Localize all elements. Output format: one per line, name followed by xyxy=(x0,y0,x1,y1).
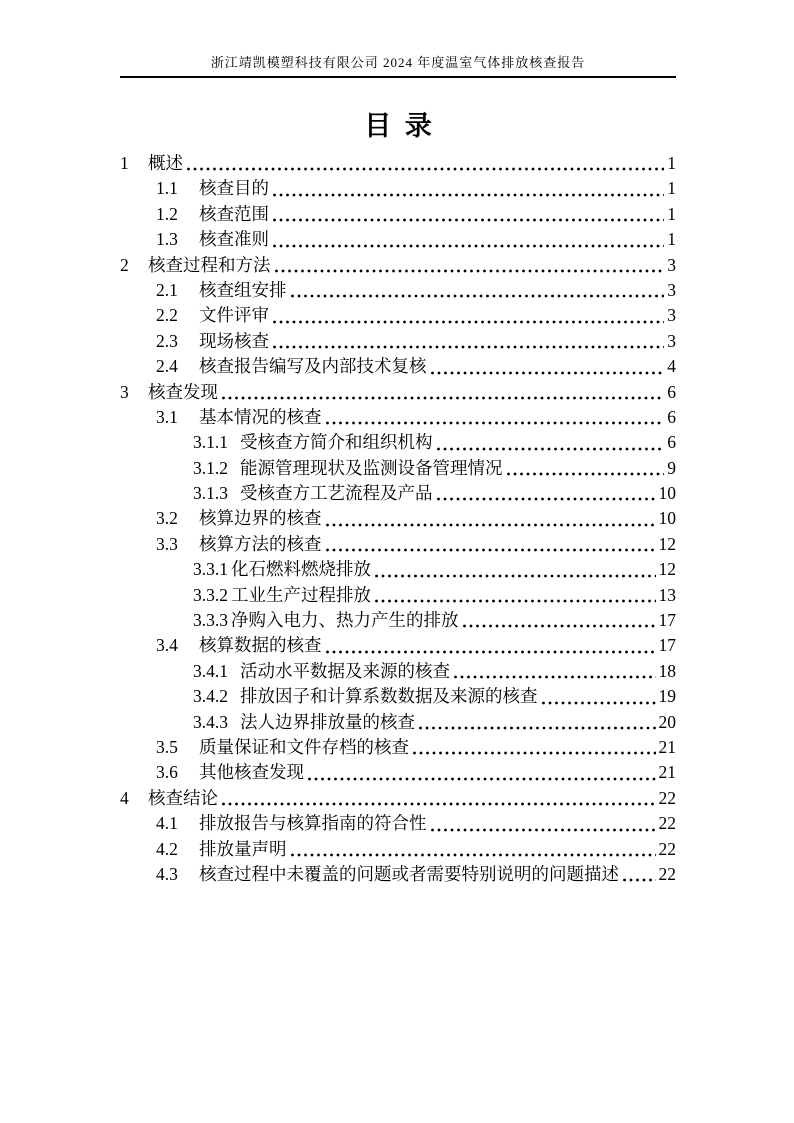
dot-leader xyxy=(622,873,656,882)
toc-entry-number: 1.3 xyxy=(156,229,178,250)
toc-entry-number: 4.3 xyxy=(156,863,178,884)
dot-leader xyxy=(290,848,656,857)
dot-leader xyxy=(221,391,664,400)
dot-leader xyxy=(374,594,656,603)
toc-entry[interactable] xyxy=(120,175,676,200)
toc-entry[interactable] xyxy=(120,759,676,784)
toc-entry[interactable] xyxy=(120,632,676,657)
dot-leader xyxy=(272,239,664,248)
toc-entry-page: 3 xyxy=(667,279,676,300)
dot-leader xyxy=(418,721,656,730)
toc-entry[interactable] xyxy=(120,505,676,530)
toc-entry[interactable] xyxy=(120,480,676,505)
toc-entry-page: 10 xyxy=(658,483,676,504)
toc-entry-number: 3.4 xyxy=(156,635,178,656)
toc-entry-number: 1 xyxy=(120,153,129,173)
toc-entry-page: 9 xyxy=(667,457,676,478)
toc-entry-title: 其他核查发现 xyxy=(199,762,304,783)
dot-leader xyxy=(186,162,664,171)
toc-entry[interactable] xyxy=(120,861,676,886)
dot-leader xyxy=(430,366,665,375)
toc-entry-title: 核查结论 xyxy=(148,787,218,808)
toc-entry-title: 活动水平数据及来源的核查 xyxy=(240,660,450,681)
toc-entry-page: 12 xyxy=(658,533,676,554)
toc-entry-number: 3.1.1 xyxy=(193,432,228,453)
toc-entry-title: 核查范围 xyxy=(199,203,269,224)
toc-entry-title: 法人边界排放量的核查 xyxy=(240,711,415,732)
toc-entry-page: 6 xyxy=(667,406,676,427)
toc-entry[interactable] xyxy=(120,683,676,708)
toc-entry-title: 化石燃料燃烧排放 xyxy=(231,559,371,580)
toc-entry-title: 核查过程中未覆盖的问题或者需要特别说明的问题描述 xyxy=(199,863,619,884)
toc-entry-title: 概述 xyxy=(148,153,183,173)
toc-entry-title: 核查组安排 xyxy=(199,279,287,300)
toc-entry-title: 核查报告编写及内部技术复核 xyxy=(199,356,427,377)
toc-entry-page: 22 xyxy=(658,813,676,834)
toc-entry[interactable] xyxy=(120,302,676,327)
dot-leader xyxy=(430,823,656,832)
dot-leader xyxy=(436,492,656,501)
toc-entry-page: 19 xyxy=(658,686,676,707)
toc-entry-number: 3.2 xyxy=(156,508,178,529)
toc-entry-title: 排放报告与核算指南的符合性 xyxy=(199,813,427,834)
toc-entry-title: 核查发现 xyxy=(148,381,218,402)
toc-entry-page: 18 xyxy=(658,660,676,681)
toc-entry-number: 4.2 xyxy=(156,838,178,859)
toc-entry-number: 2 xyxy=(120,254,129,275)
toc-entry[interactable] xyxy=(120,429,676,454)
toc-entry-number: 4 xyxy=(120,787,129,808)
toc-entry-title: 排放量声明 xyxy=(199,838,287,859)
toc-title: 目 录 xyxy=(364,111,432,141)
toc-entry-number: 2.2 xyxy=(156,305,178,326)
toc-entry-title: 受核查方简介和组织机构 xyxy=(240,432,433,453)
toc-entry-title: 净购入电力、热力产生的排放 xyxy=(231,610,459,631)
toc-list xyxy=(120,150,676,886)
toc-entry[interactable] xyxy=(120,836,676,861)
toc-entry-number: 3.3.2 xyxy=(193,584,228,605)
toc-entry-number: 2.4 xyxy=(156,356,178,377)
toc-entry[interactable] xyxy=(120,556,676,581)
toc-entry[interactable] xyxy=(120,252,676,277)
toc-entry-number: 1.1 xyxy=(156,178,178,199)
toc-entry-number: 3.1.2 xyxy=(193,457,228,478)
toc-entry-number: 2.1 xyxy=(156,279,178,300)
toc-entry-page: 20 xyxy=(658,711,676,732)
toc-entry-page: 3 xyxy=(667,330,676,351)
toc-entry[interactable] xyxy=(120,709,676,734)
toc-entry[interactable] xyxy=(120,810,676,835)
toc-entry-page: 10 xyxy=(658,508,676,529)
dot-leader xyxy=(453,670,656,679)
toc-entry-number: 3.1 xyxy=(156,406,178,427)
toc-entry[interactable] xyxy=(120,582,676,607)
toc-entry[interactable] xyxy=(120,150,676,175)
toc-entry-number: 3.3.3 xyxy=(193,610,228,631)
dot-leader xyxy=(290,289,665,298)
toc-entry[interactable] xyxy=(120,404,676,429)
toc-entry[interactable] xyxy=(120,531,676,556)
toc-entry-page: 6 xyxy=(667,432,676,453)
toc-entry-number: 3 xyxy=(120,381,129,402)
toc-entry-page: 21 xyxy=(658,736,676,757)
toc-entry-title: 现场核查 xyxy=(199,330,269,351)
dot-leader xyxy=(436,442,665,451)
toc-entry-page: 12 xyxy=(658,559,676,580)
dot-leader xyxy=(272,315,664,324)
toc-entry-page: 1 xyxy=(667,203,676,224)
toc-entry[interactable] xyxy=(120,734,676,759)
toc-entry[interactable] xyxy=(120,785,676,810)
toc-entry-title: 核查过程和方法 xyxy=(148,254,271,275)
toc-entry[interactable] xyxy=(120,277,676,302)
toc-entry[interactable] xyxy=(120,455,676,480)
toc-entry-page: 3 xyxy=(667,254,676,275)
toc-entry-page: 1 xyxy=(667,178,676,199)
toc-entry-number: 3.5 xyxy=(156,736,178,757)
dot-leader xyxy=(325,518,656,527)
toc-entry-number: 4.1 xyxy=(156,813,178,834)
dot-leader xyxy=(221,797,656,806)
dot-leader xyxy=(272,213,664,222)
dot-leader xyxy=(462,619,656,628)
dot-leader xyxy=(541,696,656,705)
toc-entry-page: 21 xyxy=(658,762,676,783)
dot-leader xyxy=(325,645,656,654)
toc-entry-page: 17 xyxy=(658,635,676,656)
dot-leader xyxy=(307,772,656,781)
toc-entry-title: 能源管理现状及监测设备管理情况 xyxy=(240,457,503,478)
toc-entry[interactable] xyxy=(120,201,676,226)
toc-entry-number: 3.4.3 xyxy=(193,711,228,732)
running-header: 浙江靖凯模塑科技有限公司 2024 年度温室气体排放核查报告 xyxy=(120,52,676,78)
dot-leader xyxy=(272,340,664,349)
toc-entry-title: 核查准则 xyxy=(199,229,269,250)
toc-entry-page: 6 xyxy=(667,381,676,402)
toc-entry-number: 3.4.1 xyxy=(193,660,228,681)
toc-entry-page: 3 xyxy=(667,305,676,326)
toc-entry-number: 3.3.1 xyxy=(193,559,228,580)
dot-leader xyxy=(412,746,656,755)
toc-entry-page: 1 xyxy=(667,153,676,173)
dot-leader xyxy=(272,188,664,197)
toc-entry-title: 工业生产过程排放 xyxy=(231,584,371,605)
toc-entry-page: 4 xyxy=(667,356,676,377)
toc-entry[interactable] xyxy=(120,226,676,251)
toc-entry[interactable] xyxy=(120,353,676,378)
toc-entry-number: 3.6 xyxy=(156,762,178,783)
toc-entry-title: 核算数据的核查 xyxy=(199,635,322,656)
dot-leader xyxy=(274,264,665,273)
toc-entry-page: 17 xyxy=(658,610,676,631)
toc-entry-title: 质量保证和文件存档的核查 xyxy=(199,736,409,757)
toc-entry-page: 13 xyxy=(658,584,676,605)
toc-entry-title: 基本情况的核查 xyxy=(199,406,322,427)
toc-entry[interactable] xyxy=(120,328,676,353)
toc-entry-title: 核查目的 xyxy=(199,178,269,199)
dot-leader xyxy=(506,467,665,476)
toc-entry-page: 1 xyxy=(667,229,676,250)
toc-entry-title: 核算方法的核查 xyxy=(199,533,322,554)
toc-entry-page: 22 xyxy=(658,838,676,859)
toc-entry-title: 文件评审 xyxy=(199,305,269,326)
toc-entry-page: 22 xyxy=(658,863,676,884)
dot-leader xyxy=(374,569,656,578)
toc-entry-number: 3.1.3 xyxy=(193,483,228,504)
toc-entry[interactable] xyxy=(120,379,676,404)
dot-leader xyxy=(325,416,665,425)
toc-entry-number: 3.3 xyxy=(156,533,178,554)
toc-entry-page: 22 xyxy=(658,787,676,808)
toc-entry-title: 排放因子和计算系数数据及来源的核查 xyxy=(240,686,538,707)
toc-entry-number: 1.2 xyxy=(156,203,178,224)
dot-leader xyxy=(325,543,656,552)
toc-entry[interactable] xyxy=(120,658,676,683)
toc-entry[interactable] xyxy=(120,607,676,632)
toc-entry-number: 3.4.2 xyxy=(193,686,228,707)
toc-entry-number: 2.3 xyxy=(156,330,178,351)
toc-entry-title: 受核查方工艺流程及产品 xyxy=(240,483,433,504)
toc-entry-title: 核算边界的核查 xyxy=(199,508,322,529)
